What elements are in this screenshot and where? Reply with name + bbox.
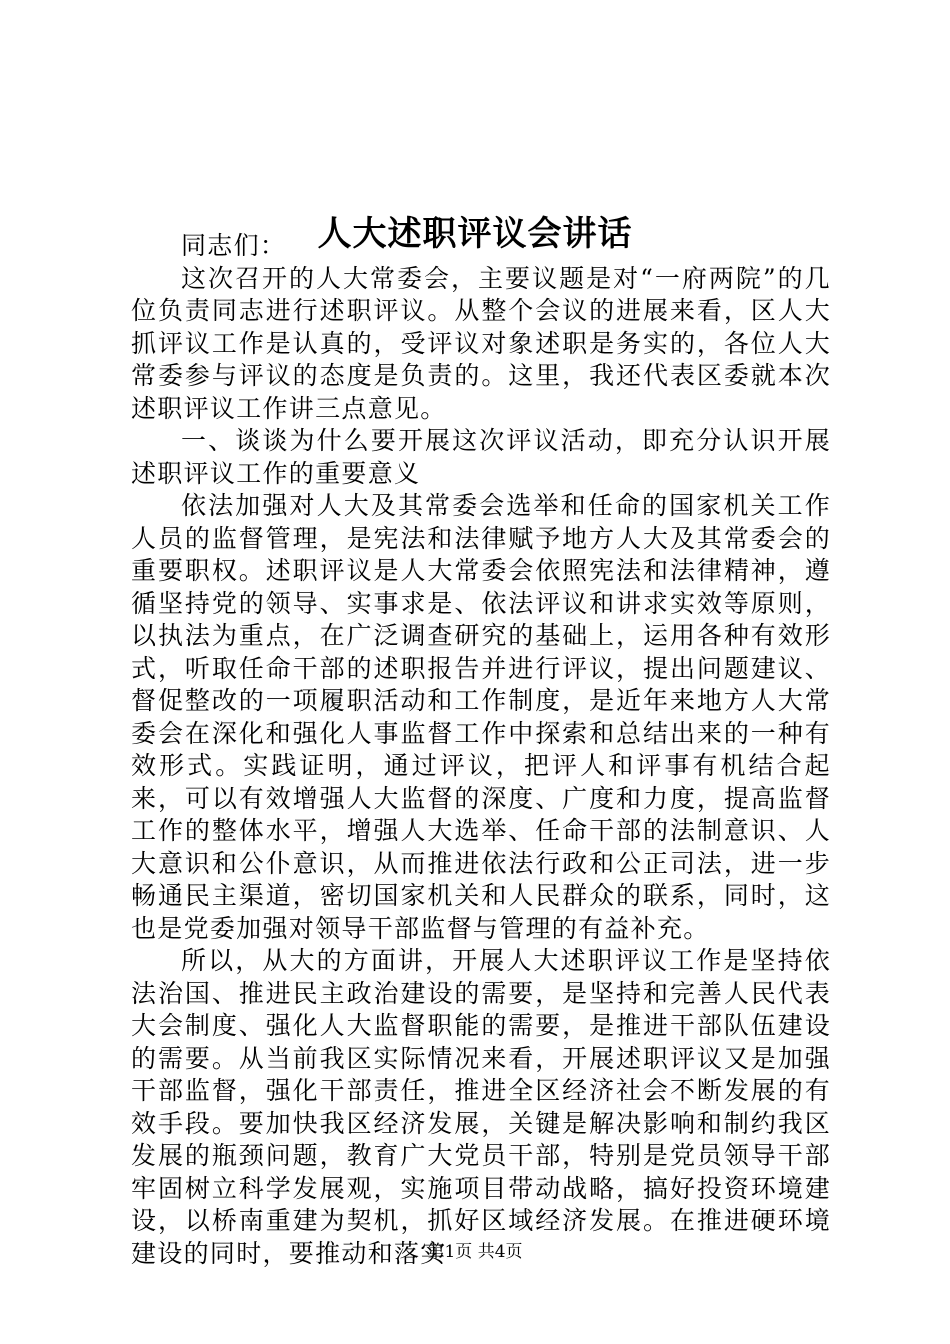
page-title: 人大述职评议会讲话 bbox=[317, 213, 633, 254]
salutation-paragraph: 同志们： bbox=[181, 231, 287, 260]
body-paragraph: 依法加强对人大及其常委会选举和任命的国家机关工作人员的监督管理，是宪法和法律赋予地方人大及其常委会的重要职权。述职评议是人大常委会依照宪法和法律精神，遵循坚持党的领导、实事求是、依法评议和讲求实效等原则，以执法为重点，在广泛调查研究的基础上，运用各种有效形式，听取任命干部的述职报告并进行评议，提出问题建议、督促整改的一项履职活动和工作制度，是近年来地方人大常委会在深化和强化人事监督工作中探索和总结出来的一种有效形式。实践证明，通过评议，把评人和评事有机结合起来，可以有效增强人大监督的深度、广度和力度，提高监督工作的整体水平，增强人大选举、任命干部的法制意识、人大意识和公仆意识，从而推进依法行政和公正司法，进一步畅通民主渠道，密切国家机关和人民群众的联系，同时，这也是党委加强对领导干部监督与管理的有益补充。 bbox=[131, 491, 831, 943]
body-paragraph: 所以，从大的方面讲，开展人大述职评议工作是坚持依法治国、推进民主政治建设的需要，是坚持和完善人民代表大会制度、强化人大监督职能的需要，是推进干部队伍建设的需要。从当前我区实际情况来看，开展述职评议又是加强干部监督，强化干部责任，推进全区经济社会不断发展的有效手段。要加快我区经济发展，关键是解决影响和制约我区发展的瓶颈问题，教育广大党员干部，特别是党员领导干部牢固树立科学发展观，实施项目带动战略，搞好投资环境建设，以桥南重建为契机，抓好区域经济发展。在推进硬环境建设的同时，要推动和落实 bbox=[131, 946, 831, 1268]
page-number-footer: 第1页 共4页 bbox=[427, 1242, 523, 1262]
intro-paragraph: 这次召开的人大常委会，主要议题是对“一府两院”的几位负责同志进行述职评议。从整个会议的进展来看，区人大抓评议工作是认真的，受评议对象述职是务实的，各位人大常委参与评议的态度是负责的。这里，我还代表区委就本次述职评议工作讲三点意见。 bbox=[131, 263, 831, 423]
document-body bbox=[131, 230, 831, 1270]
section-heading-paragraph: 一、谈谈为什么要开展这次评议活动，即充分认识开展述职评议工作的重要意义 bbox=[131, 426, 831, 488]
